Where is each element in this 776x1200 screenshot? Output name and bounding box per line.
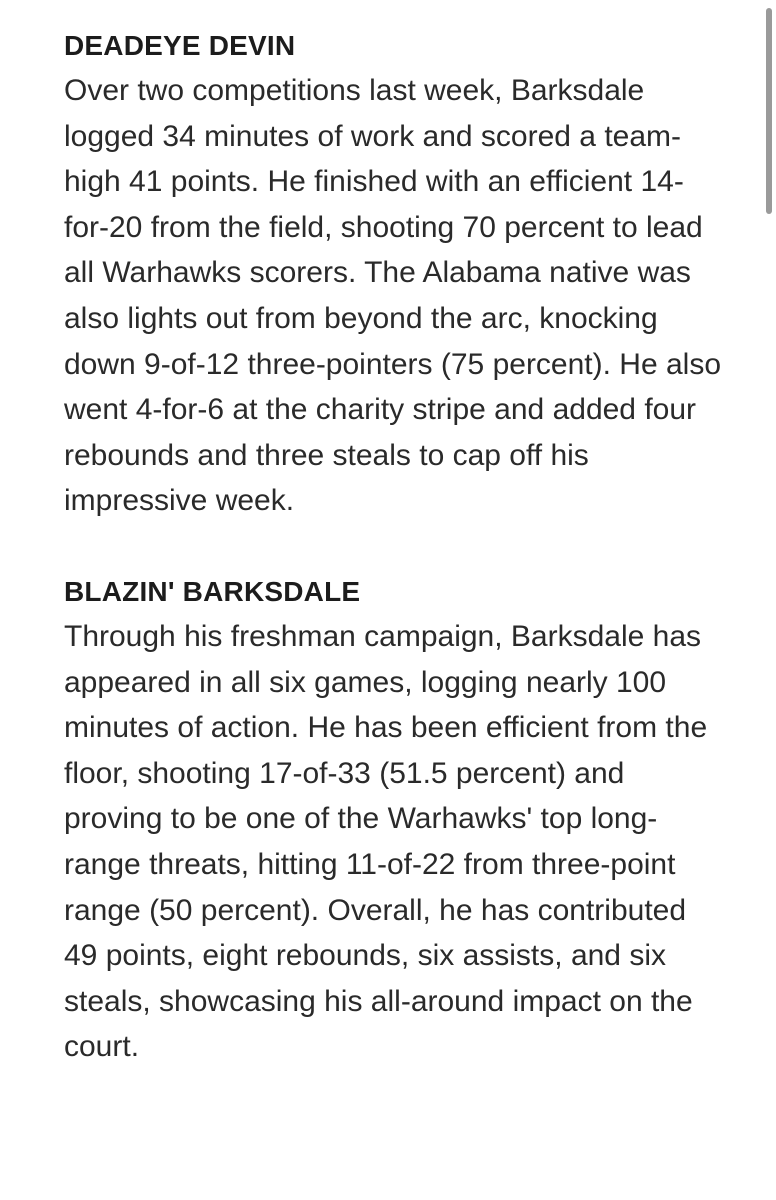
section-body: Through his freshman campaign, Barksdale has appeared in all six games, logging nearly 100 minutes of action. He has been efficient from the floor, shooting 17-of-33 (51.5 percent) and proving to be one of the Warhawks' top long-range threats, hitting 11-of-22 from three-point range (50 percent). Overall, he has contributed 49 points, eight rebounds, six assists, and six steals, showcasing his all-around impact on the court. [64, 619, 708, 1064]
section-heading: BLAZIN' BARKSDALE [64, 575, 361, 607]
section-body: Over two competitions last week, Barksdale logged 34 minutes of work and scored a team-high 41 points. He finished with an efficient 14-for-20 from the field, shooting 70 percent to lead all Warhawks scorers. The Alabama native was also lights out from beyond the arc, knocking down 9-of-12 three-pointers (75 percent). He also went 4-for-6 at the charity stripe and added four rebounds and three steals to cap off his impressive week. [64, 74, 722, 518]
scrollbar[interactable] [762, 0, 776, 1200]
article [64, 24, 724, 1070]
section-heading: DEADEYE DEVIN [64, 30, 296, 61]
section-blazin-barksdale [64, 570, 724, 1070]
section-deadeye-devin [64, 24, 724, 524]
scrollbar-thumb[interactable] [766, 8, 772, 214]
